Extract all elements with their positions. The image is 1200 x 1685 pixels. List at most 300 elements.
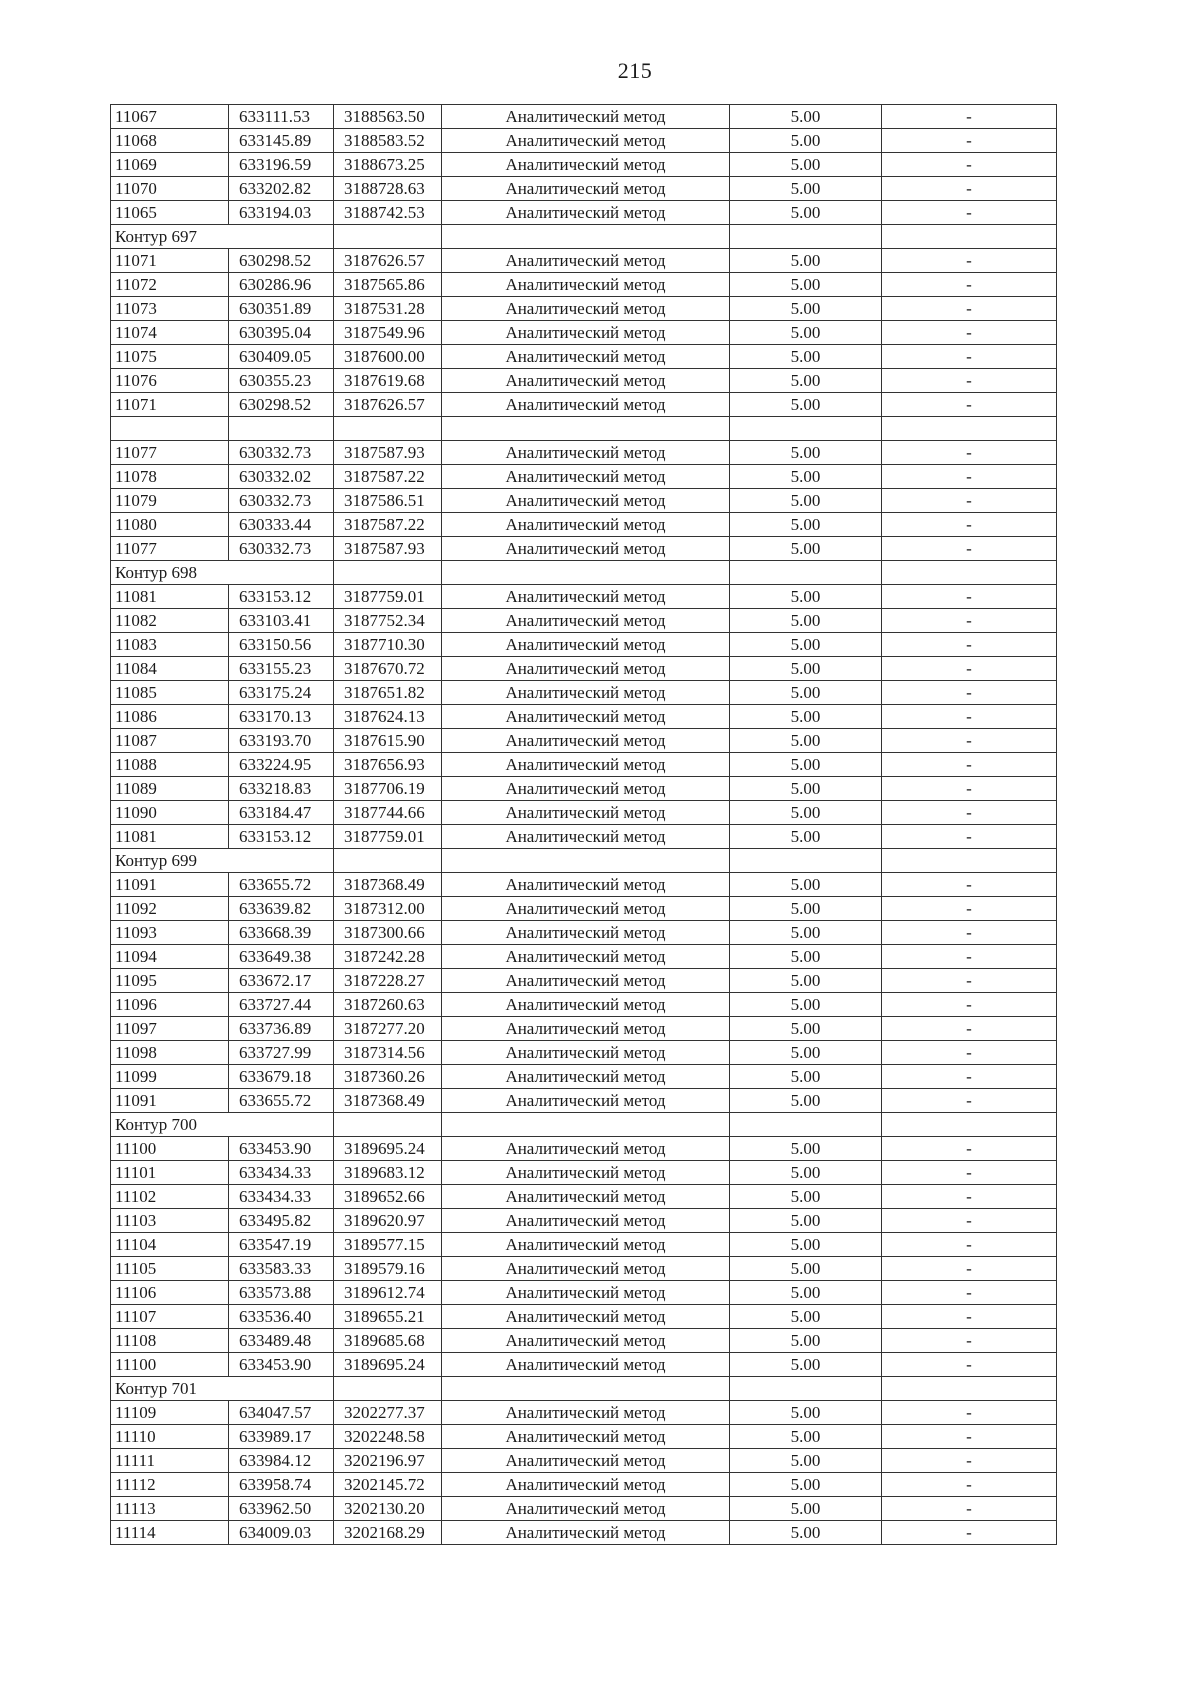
accuracy-cell: 5.00	[730, 1449, 882, 1473]
empty-cell	[334, 1377, 442, 1401]
table-row	[111, 777, 1057, 801]
accuracy-cell: 5.00	[730, 1473, 882, 1497]
point-id-cell: 11102	[111, 1185, 229, 1209]
point-id-cell: 11091	[111, 873, 229, 897]
note-cell: -	[882, 1353, 1057, 1377]
table-row	[111, 1281, 1057, 1305]
x-coordinate-cell: 630286.96	[229, 273, 334, 297]
y-coordinate-cell: 3188742.53	[334, 201, 442, 225]
y-coordinate-cell: 3202145.72	[334, 1473, 442, 1497]
method-cell: Аналитический метод	[442, 1521, 730, 1545]
empty-cell	[730, 561, 882, 585]
contour-header-row	[111, 1377, 1057, 1401]
x-coordinate-cell: 633583.33	[229, 1257, 334, 1281]
note-cell: -	[882, 1281, 1057, 1305]
x-coordinate-cell: 633218.83	[229, 777, 334, 801]
method-cell: Аналитический метод	[442, 753, 730, 777]
x-coordinate-cell: 633655.72	[229, 873, 334, 897]
method-cell: Аналитический метод	[442, 1329, 730, 1353]
point-id-cell: 11071	[111, 249, 229, 273]
point-id-cell: 11081	[111, 825, 229, 849]
empty-cell	[882, 417, 1057, 441]
method-cell: Аналитический метод	[442, 1041, 730, 1065]
accuracy-cell: 5.00	[730, 153, 882, 177]
empty-cell	[882, 1377, 1057, 1401]
x-coordinate-cell: 633727.99	[229, 1041, 334, 1065]
empty-cell	[730, 417, 882, 441]
table-row	[111, 1329, 1057, 1353]
y-coordinate-cell: 3189683.12	[334, 1161, 442, 1185]
x-coordinate-cell: 633679.18	[229, 1065, 334, 1089]
note-cell: -	[882, 1089, 1057, 1113]
table-row	[111, 441, 1057, 465]
note-cell: -	[882, 1041, 1057, 1065]
method-cell: Аналитический метод	[442, 1353, 730, 1377]
point-id-cell: 11080	[111, 513, 229, 537]
method-cell: Аналитический метод	[442, 1017, 730, 1041]
y-coordinate-cell: 3187587.93	[334, 537, 442, 561]
note-cell: -	[882, 465, 1057, 489]
accuracy-cell: 5.00	[730, 585, 882, 609]
method-cell: Аналитический метод	[442, 681, 730, 705]
accuracy-cell: 5.00	[730, 105, 882, 129]
accuracy-cell: 5.00	[730, 1017, 882, 1041]
note-cell: -	[882, 633, 1057, 657]
accuracy-cell: 5.00	[730, 729, 882, 753]
empty-cell	[334, 561, 442, 585]
y-coordinate-cell: 3202248.58	[334, 1425, 442, 1449]
accuracy-cell: 5.00	[730, 609, 882, 633]
y-coordinate-cell: 3202168.29	[334, 1521, 442, 1545]
y-coordinate-cell: 3202130.20	[334, 1497, 442, 1521]
y-coordinate-cell: 3187277.20	[334, 1017, 442, 1041]
method-cell: Аналитический метод	[442, 393, 730, 417]
point-id-cell: 11097	[111, 1017, 229, 1041]
point-id-cell: 11075	[111, 345, 229, 369]
note-cell: -	[882, 921, 1057, 945]
empty-cell	[730, 225, 882, 249]
accuracy-cell: 5.00	[730, 897, 882, 921]
accuracy-cell: 5.00	[730, 945, 882, 969]
y-coordinate-cell: 3187312.00	[334, 897, 442, 921]
contour-label: Контур 700	[111, 1113, 334, 1137]
table-row	[111, 1209, 1057, 1233]
y-coordinate-cell: 3189695.24	[334, 1137, 442, 1161]
empty-cell	[334, 1113, 442, 1137]
accuracy-cell: 5.00	[730, 705, 882, 729]
empty-cell	[882, 1113, 1057, 1137]
point-id-cell: 11078	[111, 465, 229, 489]
table-row	[111, 1089, 1057, 1113]
y-coordinate-cell: 3187651.82	[334, 681, 442, 705]
table-row	[111, 1161, 1057, 1185]
table-row	[111, 489, 1057, 513]
method-cell: Аналитический метод	[442, 969, 730, 993]
y-coordinate-cell: 3187626.57	[334, 393, 442, 417]
empty-cell	[229, 417, 334, 441]
contour-header-row	[111, 225, 1057, 249]
x-coordinate-cell: 633184.47	[229, 801, 334, 825]
x-coordinate-cell: 630355.23	[229, 369, 334, 393]
method-cell: Аналитический метод	[442, 1209, 730, 1233]
method-cell: Аналитический метод	[442, 1185, 730, 1209]
accuracy-cell: 5.00	[730, 297, 882, 321]
note-cell: -	[882, 1401, 1057, 1425]
method-cell: Аналитический метод	[442, 489, 730, 513]
accuracy-cell: 5.00	[730, 177, 882, 201]
method-cell: Аналитический метод	[442, 897, 730, 921]
x-coordinate-cell: 633170.13	[229, 705, 334, 729]
x-coordinate-cell: 633434.33	[229, 1185, 334, 1209]
x-coordinate-cell: 633672.17	[229, 969, 334, 993]
method-cell: Аналитический метод	[442, 657, 730, 681]
x-coordinate-cell: 633434.33	[229, 1161, 334, 1185]
y-coordinate-cell: 3187587.22	[334, 513, 442, 537]
accuracy-cell: 5.00	[730, 129, 882, 153]
table-row	[111, 993, 1057, 1017]
empty-cell	[442, 417, 730, 441]
accuracy-cell: 5.00	[730, 1521, 882, 1545]
note-cell: -	[882, 1497, 1057, 1521]
note-cell: -	[882, 177, 1057, 201]
y-coordinate-cell: 3189612.74	[334, 1281, 442, 1305]
table-row	[111, 1353, 1057, 1377]
y-coordinate-cell: 3189695.24	[334, 1353, 442, 1377]
method-cell: Аналитический метод	[442, 105, 730, 129]
method-cell: Аналитический метод	[442, 177, 730, 201]
note-cell: -	[882, 1473, 1057, 1497]
table-row	[111, 729, 1057, 753]
x-coordinate-cell: 633649.38	[229, 945, 334, 969]
y-coordinate-cell: 3187228.27	[334, 969, 442, 993]
table-row	[111, 1137, 1057, 1161]
method-cell: Аналитический метод	[442, 1281, 730, 1305]
table-row	[111, 1521, 1057, 1545]
point-id-cell: 11072	[111, 273, 229, 297]
y-coordinate-cell: 3188728.63	[334, 177, 442, 201]
point-id-cell: 11071	[111, 393, 229, 417]
point-id-cell: 11098	[111, 1041, 229, 1065]
x-coordinate-cell: 633489.48	[229, 1329, 334, 1353]
table-row	[111, 1425, 1057, 1449]
table-row	[111, 1497, 1057, 1521]
y-coordinate-cell: 3187549.96	[334, 321, 442, 345]
method-cell: Аналитический метод	[442, 1161, 730, 1185]
point-id-cell: 11090	[111, 801, 229, 825]
note-cell: -	[882, 1449, 1057, 1473]
note-cell: -	[882, 393, 1057, 417]
empty-cell	[882, 849, 1057, 873]
note-cell: -	[882, 801, 1057, 825]
note-cell: -	[882, 1233, 1057, 1257]
x-coordinate-cell: 634009.03	[229, 1521, 334, 1545]
table-row	[111, 1065, 1057, 1089]
table-row	[111, 129, 1057, 153]
empty-cell	[730, 1113, 882, 1137]
x-coordinate-cell: 630332.73	[229, 441, 334, 465]
accuracy-cell: 5.00	[730, 201, 882, 225]
point-id-cell: 11111	[111, 1449, 229, 1473]
method-cell: Аналитический метод	[442, 729, 730, 753]
y-coordinate-cell: 3189655.21	[334, 1305, 442, 1329]
point-id-cell: 11107	[111, 1305, 229, 1329]
y-coordinate-cell: 3187624.13	[334, 705, 442, 729]
method-cell: Аналитический метод	[442, 921, 730, 945]
point-id-cell: 11079	[111, 489, 229, 513]
x-coordinate-cell: 633103.41	[229, 609, 334, 633]
table-row	[111, 153, 1057, 177]
x-coordinate-cell: 633655.72	[229, 1089, 334, 1113]
y-coordinate-cell: 3189579.16	[334, 1257, 442, 1281]
x-coordinate-cell: 633153.12	[229, 585, 334, 609]
x-coordinate-cell: 633202.82	[229, 177, 334, 201]
x-coordinate-cell: 630332.73	[229, 537, 334, 561]
contour-label: Контур 697	[111, 225, 334, 249]
table-row	[111, 609, 1057, 633]
x-coordinate-cell: 630409.05	[229, 345, 334, 369]
accuracy-cell: 5.00	[730, 321, 882, 345]
point-id-cell: 11067	[111, 105, 229, 129]
method-cell: Аналитический метод	[442, 1089, 730, 1113]
method-cell: Аналитический метод	[442, 873, 730, 897]
accuracy-cell: 5.00	[730, 1425, 882, 1449]
accuracy-cell: 5.00	[730, 1065, 882, 1089]
x-coordinate-cell: 633573.88	[229, 1281, 334, 1305]
method-cell: Аналитический метод	[442, 1449, 730, 1473]
note-cell: -	[882, 1161, 1057, 1185]
x-coordinate-cell: 633547.19	[229, 1233, 334, 1257]
x-coordinate-cell: 633727.44	[229, 993, 334, 1017]
accuracy-cell: 5.00	[730, 873, 882, 897]
coordinates-table	[110, 104, 1057, 1545]
x-coordinate-cell: 633196.59	[229, 153, 334, 177]
note-cell: -	[882, 489, 1057, 513]
x-coordinate-cell: 634047.57	[229, 1401, 334, 1425]
empty-cell	[442, 1113, 730, 1137]
table-row	[111, 753, 1057, 777]
note-cell: -	[882, 657, 1057, 681]
table-row	[111, 537, 1057, 561]
accuracy-cell: 5.00	[730, 921, 882, 945]
method-cell: Аналитический метод	[442, 1473, 730, 1497]
point-id-cell: 11069	[111, 153, 229, 177]
accuracy-cell: 5.00	[730, 1137, 882, 1161]
empty-cell	[730, 1377, 882, 1401]
blank-row	[111, 417, 1057, 441]
empty-cell	[882, 561, 1057, 585]
table-row	[111, 393, 1057, 417]
point-id-cell: 11100	[111, 1353, 229, 1377]
accuracy-cell: 5.00	[730, 273, 882, 297]
empty-cell	[334, 417, 442, 441]
table-row	[111, 585, 1057, 609]
empty-cell	[442, 849, 730, 873]
accuracy-cell: 5.00	[730, 1041, 882, 1065]
x-coordinate-cell: 630332.02	[229, 465, 334, 489]
point-id-cell: 11109	[111, 1401, 229, 1425]
method-cell: Аналитический метод	[442, 609, 730, 633]
accuracy-cell: 5.00	[730, 1497, 882, 1521]
empty-cell	[334, 225, 442, 249]
method-cell: Аналитический метод	[442, 201, 730, 225]
y-coordinate-cell: 3187744.66	[334, 801, 442, 825]
table-row	[111, 105, 1057, 129]
point-id-cell: 11103	[111, 1209, 229, 1233]
note-cell: -	[882, 753, 1057, 777]
table-row	[111, 1257, 1057, 1281]
y-coordinate-cell: 3202277.37	[334, 1401, 442, 1425]
y-coordinate-cell: 3202196.97	[334, 1449, 442, 1473]
y-coordinate-cell: 3187314.56	[334, 1041, 442, 1065]
accuracy-cell: 5.00	[730, 1257, 882, 1281]
note-cell: -	[882, 1257, 1057, 1281]
accuracy-cell: 5.00	[730, 825, 882, 849]
contour-header-row	[111, 1113, 1057, 1137]
contour-label: Контур 699	[111, 849, 334, 873]
method-cell: Аналитический метод	[442, 345, 730, 369]
table-row	[111, 921, 1057, 945]
table-row	[111, 633, 1057, 657]
y-coordinate-cell: 3189577.15	[334, 1233, 442, 1257]
accuracy-cell: 5.00	[730, 489, 882, 513]
note-cell: -	[882, 369, 1057, 393]
y-coordinate-cell: 3189652.66	[334, 1185, 442, 1209]
x-coordinate-cell: 633150.56	[229, 633, 334, 657]
x-coordinate-cell: 633984.12	[229, 1449, 334, 1473]
note-cell: -	[882, 993, 1057, 1017]
point-id-cell: 11093	[111, 921, 229, 945]
table-row	[111, 465, 1057, 489]
note-cell: -	[882, 777, 1057, 801]
x-coordinate-cell: 633155.23	[229, 657, 334, 681]
point-id-cell: 11073	[111, 297, 229, 321]
y-coordinate-cell: 3187619.68	[334, 369, 442, 393]
y-coordinate-cell: 3187300.66	[334, 921, 442, 945]
accuracy-cell: 5.00	[730, 753, 882, 777]
empty-cell	[882, 225, 1057, 249]
note-cell: -	[882, 945, 1057, 969]
point-id-cell: 11065	[111, 201, 229, 225]
table-row	[111, 177, 1057, 201]
method-cell: Аналитический метод	[442, 129, 730, 153]
method-cell: Аналитический метод	[442, 1233, 730, 1257]
note-cell: -	[882, 609, 1057, 633]
accuracy-cell: 5.00	[730, 513, 882, 537]
point-id-cell: 11088	[111, 753, 229, 777]
note-cell: -	[882, 201, 1057, 225]
table-row	[111, 297, 1057, 321]
point-id-cell: 11101	[111, 1161, 229, 1185]
y-coordinate-cell: 3187600.00	[334, 345, 442, 369]
point-id-cell: 11113	[111, 1497, 229, 1521]
x-coordinate-cell: 633639.82	[229, 897, 334, 921]
accuracy-cell: 5.00	[730, 1329, 882, 1353]
accuracy-cell: 5.00	[730, 1281, 882, 1305]
table-row	[111, 1233, 1057, 1257]
note-cell: -	[882, 1065, 1057, 1089]
y-coordinate-cell: 3187752.34	[334, 609, 442, 633]
note-cell: -	[882, 897, 1057, 921]
table-row	[111, 345, 1057, 369]
x-coordinate-cell: 633453.90	[229, 1137, 334, 1161]
accuracy-cell: 5.00	[730, 1209, 882, 1233]
accuracy-cell: 5.00	[730, 1185, 882, 1209]
accuracy-cell: 5.00	[730, 993, 882, 1017]
accuracy-cell: 5.00	[730, 249, 882, 273]
y-coordinate-cell: 3187656.93	[334, 753, 442, 777]
y-coordinate-cell: 3188673.25	[334, 153, 442, 177]
note-cell: -	[882, 969, 1057, 993]
note-cell: -	[882, 105, 1057, 129]
y-coordinate-cell: 3187587.93	[334, 441, 442, 465]
method-cell: Аналитический метод	[442, 1137, 730, 1161]
accuracy-cell: 5.00	[730, 537, 882, 561]
accuracy-cell: 5.00	[730, 1089, 882, 1113]
x-coordinate-cell: 633111.53	[229, 105, 334, 129]
note-cell: -	[882, 729, 1057, 753]
y-coordinate-cell: 3187368.49	[334, 873, 442, 897]
point-id-cell: 11068	[111, 129, 229, 153]
y-coordinate-cell: 3187586.51	[334, 489, 442, 513]
method-cell: Аналитический метод	[442, 537, 730, 561]
x-coordinate-cell: 633145.89	[229, 129, 334, 153]
x-coordinate-cell: 633495.82	[229, 1209, 334, 1233]
point-id-cell: 11100	[111, 1137, 229, 1161]
table-row	[111, 249, 1057, 273]
table-row	[111, 369, 1057, 393]
note-cell: -	[882, 705, 1057, 729]
point-id-cell: 11114	[111, 1521, 229, 1545]
accuracy-cell: 5.00	[730, 1233, 882, 1257]
point-id-cell: 11082	[111, 609, 229, 633]
contour-label: Контур 701	[111, 1377, 334, 1401]
table-row	[111, 1041, 1057, 1065]
point-id-cell: 11099	[111, 1065, 229, 1089]
x-coordinate-cell: 633453.90	[229, 1353, 334, 1377]
table-row	[111, 657, 1057, 681]
note-cell: -	[882, 825, 1057, 849]
note-cell: -	[882, 1329, 1057, 1353]
method-cell: Аналитический метод	[442, 945, 730, 969]
method-cell: Аналитический метод	[442, 513, 730, 537]
method-cell: Аналитический метод	[442, 1305, 730, 1329]
method-cell: Аналитический метод	[442, 825, 730, 849]
point-id-cell: 11077	[111, 441, 229, 465]
method-cell: Аналитический метод	[442, 297, 730, 321]
table-row	[111, 801, 1057, 825]
method-cell: Аналитический метод	[442, 465, 730, 489]
empty-cell	[111, 417, 229, 441]
accuracy-cell: 5.00	[730, 345, 882, 369]
point-id-cell: 11094	[111, 945, 229, 969]
note-cell: -	[882, 1017, 1057, 1041]
y-coordinate-cell: 3188563.50	[334, 105, 442, 129]
accuracy-cell: 5.00	[730, 681, 882, 705]
accuracy-cell: 5.00	[730, 465, 882, 489]
table-row	[111, 945, 1057, 969]
y-coordinate-cell: 3187626.57	[334, 249, 442, 273]
note-cell: -	[882, 537, 1057, 561]
accuracy-cell: 5.00	[730, 393, 882, 417]
note-cell: -	[882, 297, 1057, 321]
point-id-cell: 11086	[111, 705, 229, 729]
x-coordinate-cell: 633194.03	[229, 201, 334, 225]
table-row	[111, 321, 1057, 345]
x-coordinate-cell: 630333.44	[229, 513, 334, 537]
table-row	[111, 681, 1057, 705]
table-row	[111, 969, 1057, 993]
accuracy-cell: 5.00	[730, 1353, 882, 1377]
